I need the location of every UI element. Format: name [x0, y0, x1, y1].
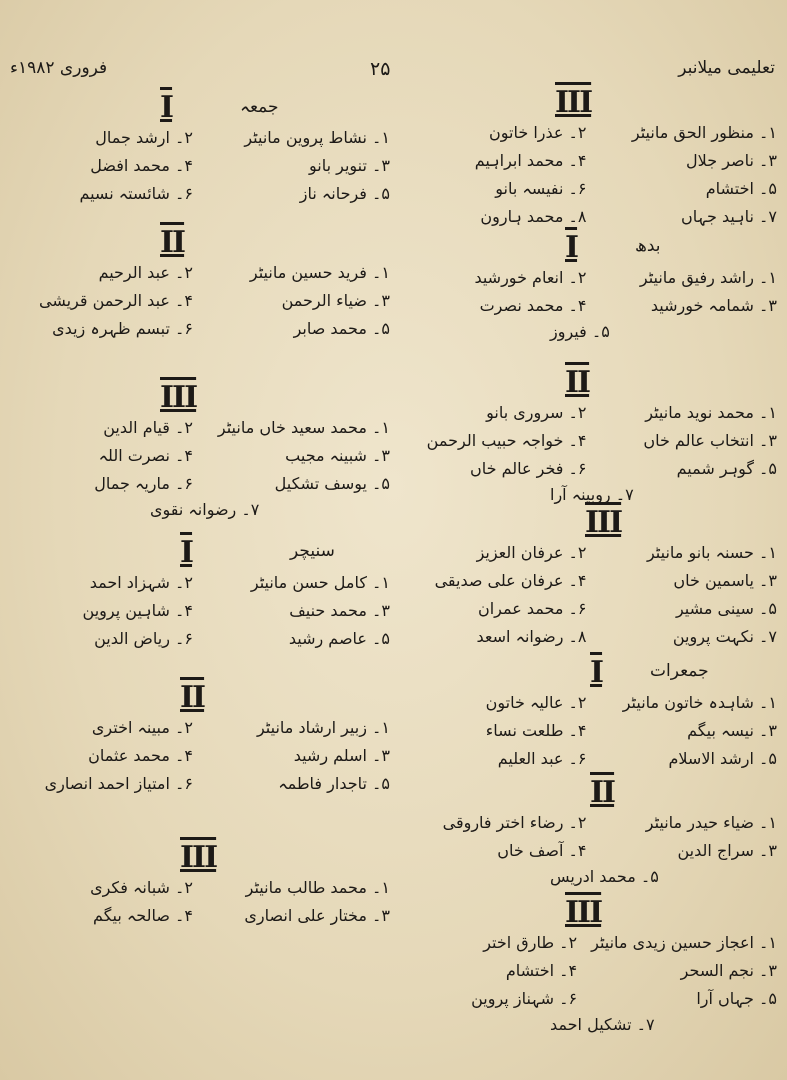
student-name: ۶۔ ریاض الدین [94, 629, 193, 648]
student-name: ۴۔ طلعت نساء [485, 721, 587, 740]
student-list [10, 416, 390, 496]
student-name: ۷۔ رضوانہ نقوی [150, 500, 260, 519]
class-group [0, 535, 400, 680]
student-name: ۵۔ سینی مشیر [675, 599, 777, 618]
student-name: ۲۔ رضاء اختر فاروقی [442, 813, 587, 832]
weekday-heading: بدھ [635, 236, 661, 256]
student-name: ۶۔ شائستہ نسیم [79, 184, 193, 203]
student-name: ۴۔ شاہین پروین [82, 601, 193, 620]
class-group [0, 680, 400, 835]
student-name: ۲۔ قیام الدین [103, 418, 193, 437]
student-name: ۵۔ محمد ادریس [550, 867, 659, 886]
weekday-heading: جمعہ [240, 97, 279, 117]
class-group [400, 895, 787, 1045]
student-name: ۵۔ فیروز [550, 322, 610, 341]
student-name: ۲۔ انعام خورشید [474, 268, 587, 287]
section-numeral: I [180, 535, 193, 570]
student-name: ۵۔ فرحانہ ناز [299, 184, 390, 203]
student-name: ۳۔ نجم السحر [680, 961, 777, 980]
student-name: ۳۔ اسلم رشید [293, 746, 390, 765]
student-name: ۱۔ فرید حسین مانیٹر [249, 263, 390, 282]
class-group [400, 655, 787, 775]
student-name: ۱۔ اعجاز حسین زیدی مانیٹر [591, 933, 777, 952]
student-list [10, 876, 390, 928]
student-name: ۱۔ محمد سعید خاں مانیٹر [217, 418, 390, 437]
student-name: ۲۔ عذرا خاتون [489, 123, 587, 142]
section-numeral: II [180, 680, 205, 715]
section-numeral: I [565, 230, 578, 265]
student-name: ۴۔ عرفان علی صدیقی [434, 571, 587, 590]
student-name: ۳۔ یاسمین خاں [673, 571, 777, 590]
student-name: ۳۔ محمد حنیف [289, 601, 390, 620]
student-list [10, 126, 390, 206]
student-list [410, 121, 777, 229]
header-magazine-title: تعلیمی میلانبر [678, 58, 775, 78]
class-group [400, 85, 787, 235]
student-name: ۵۔ اختشام [705, 179, 777, 198]
class-group [0, 840, 400, 960]
student-name: ۲۔ عرفان العزیز [476, 543, 587, 562]
student-name: ۱۔ محمد نوید مانیٹر [645, 403, 777, 422]
section-numeral: III [180, 840, 217, 875]
student-name: ۴۔ محمد افضل [90, 156, 193, 175]
student-name: ۲۔ طارق اختر [483, 933, 578, 952]
student-name: ۵۔ محمد صابر [293, 319, 390, 338]
student-name: ۵۔ جہاں آرا [696, 989, 777, 1008]
header-date: فروری ۱۹۸۲ء [10, 58, 108, 78]
student-name: ۳۔ ناصر جلال [686, 151, 777, 170]
student-name: ۶۔ عبد العلیم [497, 749, 587, 768]
student-name: ۷۔ روبینہ آرا [550, 485, 634, 504]
student-name: ۱۔ شاہدہ خاتون مانیٹر [622, 693, 777, 712]
weekday-heading: سنیچر [290, 541, 335, 561]
student-name: ۳۔ تنویر بانو [308, 156, 390, 175]
student-list [10, 261, 390, 341]
student-name: ۴۔ عبد الرحمن قریشی [38, 291, 193, 310]
section-numeral: II [160, 225, 185, 260]
student-name: ۵۔ ارشد الاسلام [668, 749, 777, 768]
student-name: ۸۔ محمد ہارون [480, 207, 587, 226]
student-name: ۱۔ راشد رفیق مانیٹر [639, 268, 777, 287]
student-name: ۴۔ خواجہ حبیب الرحمن [426, 431, 587, 450]
student-name: ۴۔ اختشام [505, 961, 578, 980]
student-name: ۲۔ شہزاد احمد [89, 573, 193, 592]
student-name: ۲۔ مبینہ اختری [91, 718, 193, 737]
student-name: ۲۔ عالیہ خاتون [485, 693, 587, 712]
section-numeral: III [565, 895, 602, 930]
weekday-heading: جمعرات [650, 661, 709, 681]
student-name: ۵۔ تاجدار فاطمہ [278, 774, 390, 793]
student-name: ۱۔ ضیاء حیدر مانیٹر [645, 813, 777, 832]
section-numeral: III [585, 505, 622, 540]
student-name: ۱۔ نشاط پروین مانیٹر [244, 128, 390, 147]
student-name: ۲۔ ارشد جمال [95, 128, 193, 147]
student-list [410, 541, 777, 649]
section-numeral: II [565, 365, 590, 400]
class-group [400, 230, 787, 365]
student-name: ۳۔ مختار علی انصاری [244, 906, 390, 925]
student-name: ۵۔ گوہر شمیم [676, 459, 777, 478]
student-name: ۳۔ شمامہ خورشید [650, 296, 777, 315]
student-name: ۶۔ فخر عالم خاں [470, 459, 587, 478]
section-numeral: I [590, 655, 603, 690]
class-group [0, 380, 400, 530]
section-numeral: I [160, 90, 173, 125]
student-name: ۴۔ نصرت اللہ [98, 446, 193, 465]
student-name: ۷۔ تشکیل احمد [550, 1015, 655, 1034]
student-name: ۶۔ ماریہ جمال [94, 474, 193, 493]
student-name: ۵۔ یوسف تشکیل [274, 474, 390, 493]
student-list [10, 716, 390, 796]
student-list [410, 691, 777, 771]
student-name: ۶۔ شہناز پروین [471, 989, 578, 1008]
student-name: ۱۔ کامل حسن مانیٹر [250, 573, 390, 592]
student-name: ۴۔ آصف خاں [497, 841, 587, 860]
student-name: ۴۔ صالحہ بیگم [93, 906, 193, 925]
student-name: ۱۔ محمد طالب مانیٹر [245, 878, 390, 897]
class-group [400, 505, 787, 655]
student-name: ۷۔ ناہید جہاں [681, 207, 777, 226]
student-name: ۳۔ ضیاء الرحمن [281, 291, 390, 310]
student-name: ۶۔ امتیاز احمد انصاری [44, 774, 193, 793]
section-numeral: III [160, 380, 197, 415]
student-name: ۲۔ سروری بانو [486, 403, 587, 422]
student-list [410, 401, 777, 481]
class-group [400, 365, 787, 505]
right-column [400, 0, 787, 1080]
class-group [0, 90, 400, 220]
student-name: ۱۔ حسنہ بانو مانیٹر [646, 543, 777, 562]
student-name: ۳۔ انتخاب عالم خاں [643, 431, 777, 450]
student-name: ۶۔ نفیسہ بانو [495, 179, 587, 198]
student-name: ۴۔ محمد عثمان [88, 746, 193, 765]
student-name: ۱۔ زبیر ارشاد مانیٹر [256, 718, 390, 737]
student-name: ۸۔ رضوانہ اسعد [476, 627, 587, 646]
student-name: ۴۔ محمد نصرت [479, 296, 587, 315]
student-list [410, 931, 777, 1011]
student-name: ۳۔ نیسہ بیگم [687, 721, 777, 740]
page-number: ۲۵ [370, 58, 391, 80]
class-group [0, 225, 400, 375]
student-name: ۶۔ محمد عمران [477, 599, 587, 618]
student-name: ۳۔ شبینہ مجیب [285, 446, 390, 465]
student-name: ۴۔ محمد ابراہیم [474, 151, 587, 170]
student-list [410, 811, 777, 863]
section-numeral: II [590, 775, 615, 810]
section-numeral: III [555, 85, 592, 120]
student-name: ۶۔ تبسم ظہرہ زیدی [52, 319, 193, 338]
student-name: ۷۔ نکہت پروین [672, 627, 777, 646]
student-list [10, 571, 390, 651]
student-name: ۲۔ عبد الرحیم [98, 263, 193, 282]
class-group [400, 775, 787, 895]
student-name: ۵۔ عاصم رشید [288, 629, 390, 648]
student-name: ۲۔ شبانہ فکری [90, 878, 193, 897]
student-name: ۱۔ منظور الحق مانیٹر [631, 123, 777, 142]
student-list [410, 266, 777, 318]
student-name: ۳۔ سراج الدین [677, 841, 777, 860]
